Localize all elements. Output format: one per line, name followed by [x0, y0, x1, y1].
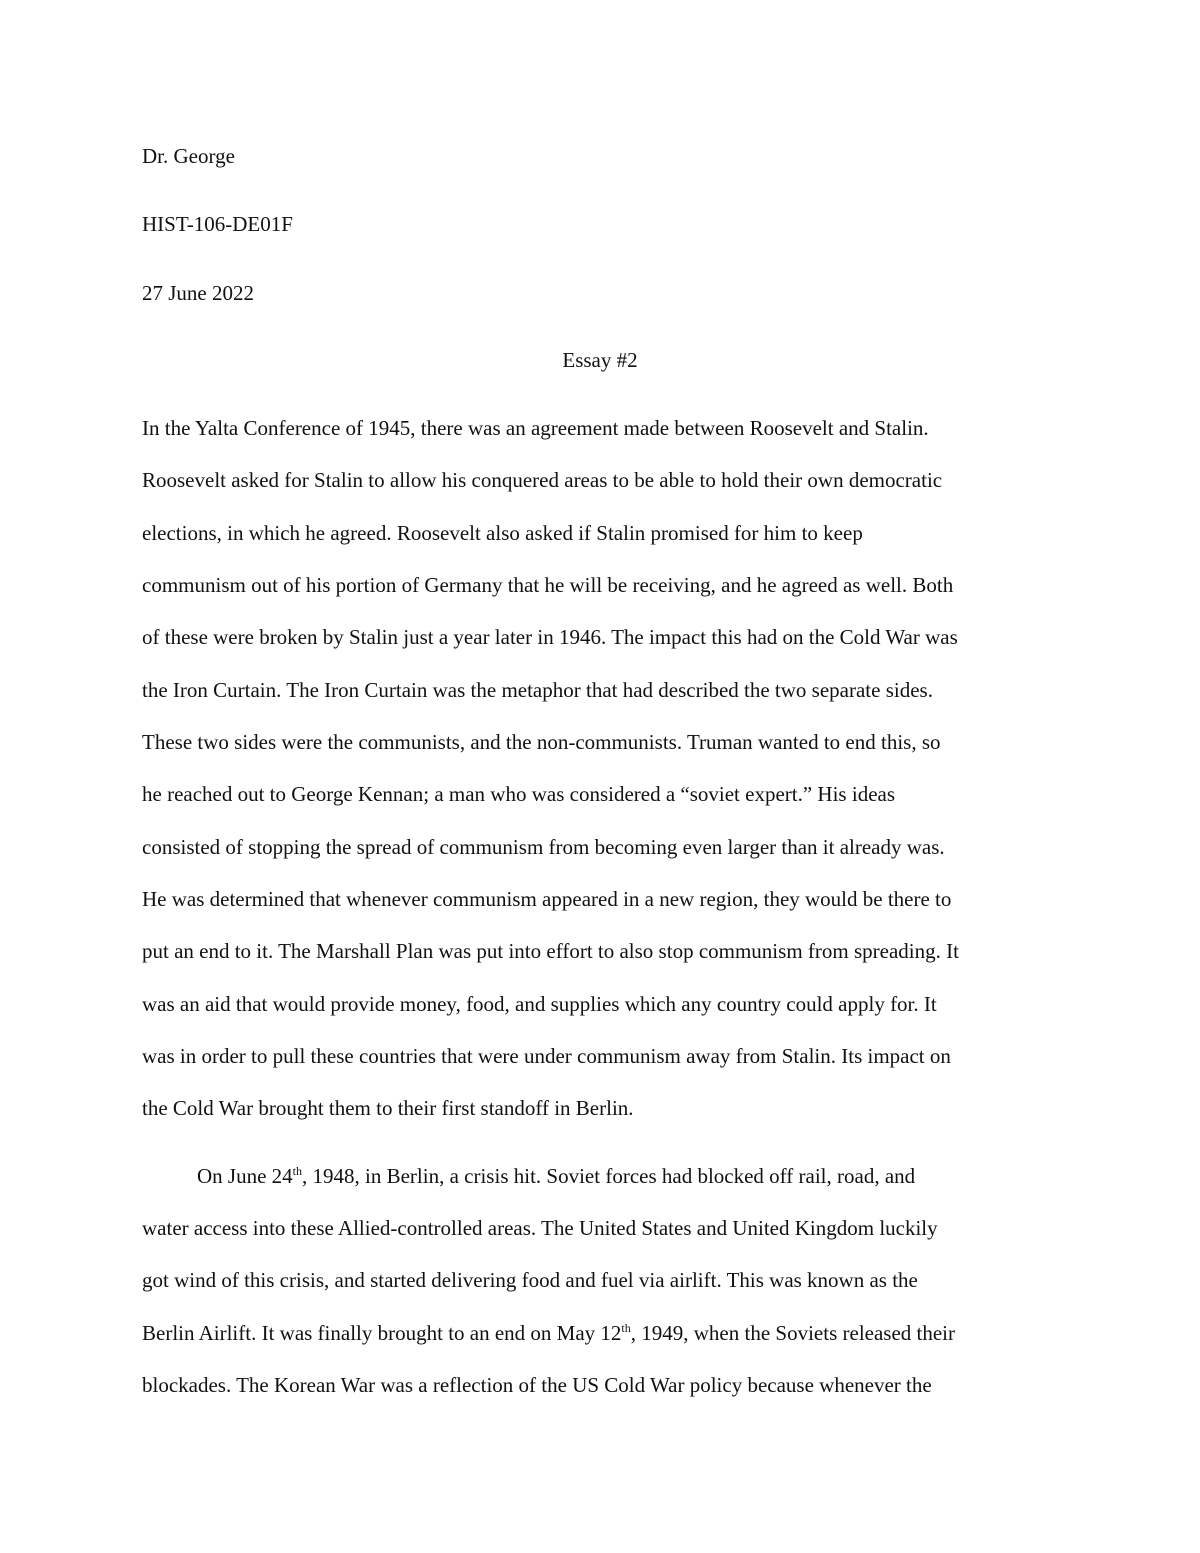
- paragraph-1-line: Roosevelt asked for Stalin to allow his conquered areas to be able to hold their own democratic: [142, 468, 943, 492]
- course-code: HIST-106-DE01F: [142, 212, 293, 236]
- text-run: , 1948, in Berlin, a crisis hit. Soviet forces had blocked off rail, road, and: [302, 1164, 916, 1188]
- text-run: Berlin Airlift. It was finally brought to an end on May 12: [142, 1321, 622, 1345]
- paragraph-1-line: was in order to pull these countries that were under communism away from Stalin. Its impact on: [142, 1044, 951, 1068]
- paragraph-2-line: blockades. The Korean War was a reflection of the US Cold War policy because whenever the: [142, 1373, 932, 1397]
- paragraph-1-line: These two sides were the communists, and the non-communists. Truman wanted to end this, so: [142, 730, 941, 754]
- paragraph-1-line: He was determined that whenever communism appeared in a new region, they would be there to: [142, 887, 952, 911]
- paragraph-1-line: communism out of his portion of Germany that he will be receiving, and he agreed as well. Both: [142, 573, 954, 597]
- paragraph-1-line: the Iron Curtain. The Iron Curtain was the metaphor that had described the two separate sides.: [142, 678, 933, 702]
- paragraph-1-line: consisted of stopping the spread of communism from becoming even larger than it already was.: [142, 835, 945, 859]
- paragraph-1-line: put an end to it. The Marshall Plan was put into effort to also stop communism from spreading. It: [142, 939, 959, 963]
- essay-title: Essay #2: [562, 348, 638, 372]
- paragraph-1-line: elections, in which he agreed. Roosevelt also asked if Stalin promised for him to keep: [142, 521, 863, 545]
- paragraph-2-line: got wind of this crisis, and started delivering food and fuel via airlift. This was known as the: [142, 1268, 918, 1292]
- text-run: , 1949, when the Soviets released their: [630, 1321, 956, 1345]
- essay-date: 27 June 2022: [142, 281, 254, 305]
- paragraph-1-line: was an aid that would provide money, food, and supplies which any country could apply for. It: [142, 992, 937, 1016]
- paragraph-1-line: he reached out to George Kennan; a man who was considered a “soviet expert.” His ideas: [142, 782, 896, 806]
- ordinal-suffix: th: [292, 1164, 303, 1178]
- paragraph-2-line: [142, 1320, 955, 1346]
- paragraph-1-line: In the Yalta Conference of 1945, there was an agreement made between Roosevelt and Stalin.: [142, 416, 929, 440]
- instructor-name: Dr. George: [142, 144, 235, 168]
- paragraph-2-line: water access into these Allied-controlled areas. The United States and United Kingdom luckily: [142, 1216, 938, 1240]
- paragraph-2-line: [197, 1163, 915, 1189]
- paragraph-1-line: the Cold War brought them to their first standoff in Berlin.: [142, 1096, 634, 1120]
- text-run: On June 24: [197, 1164, 293, 1188]
- paragraph-1-line: of these were broken by Stalin just a year later in 1946. The impact this had on the Cold War was: [142, 625, 958, 649]
- ordinal-suffix: th: [621, 1321, 631, 1335]
